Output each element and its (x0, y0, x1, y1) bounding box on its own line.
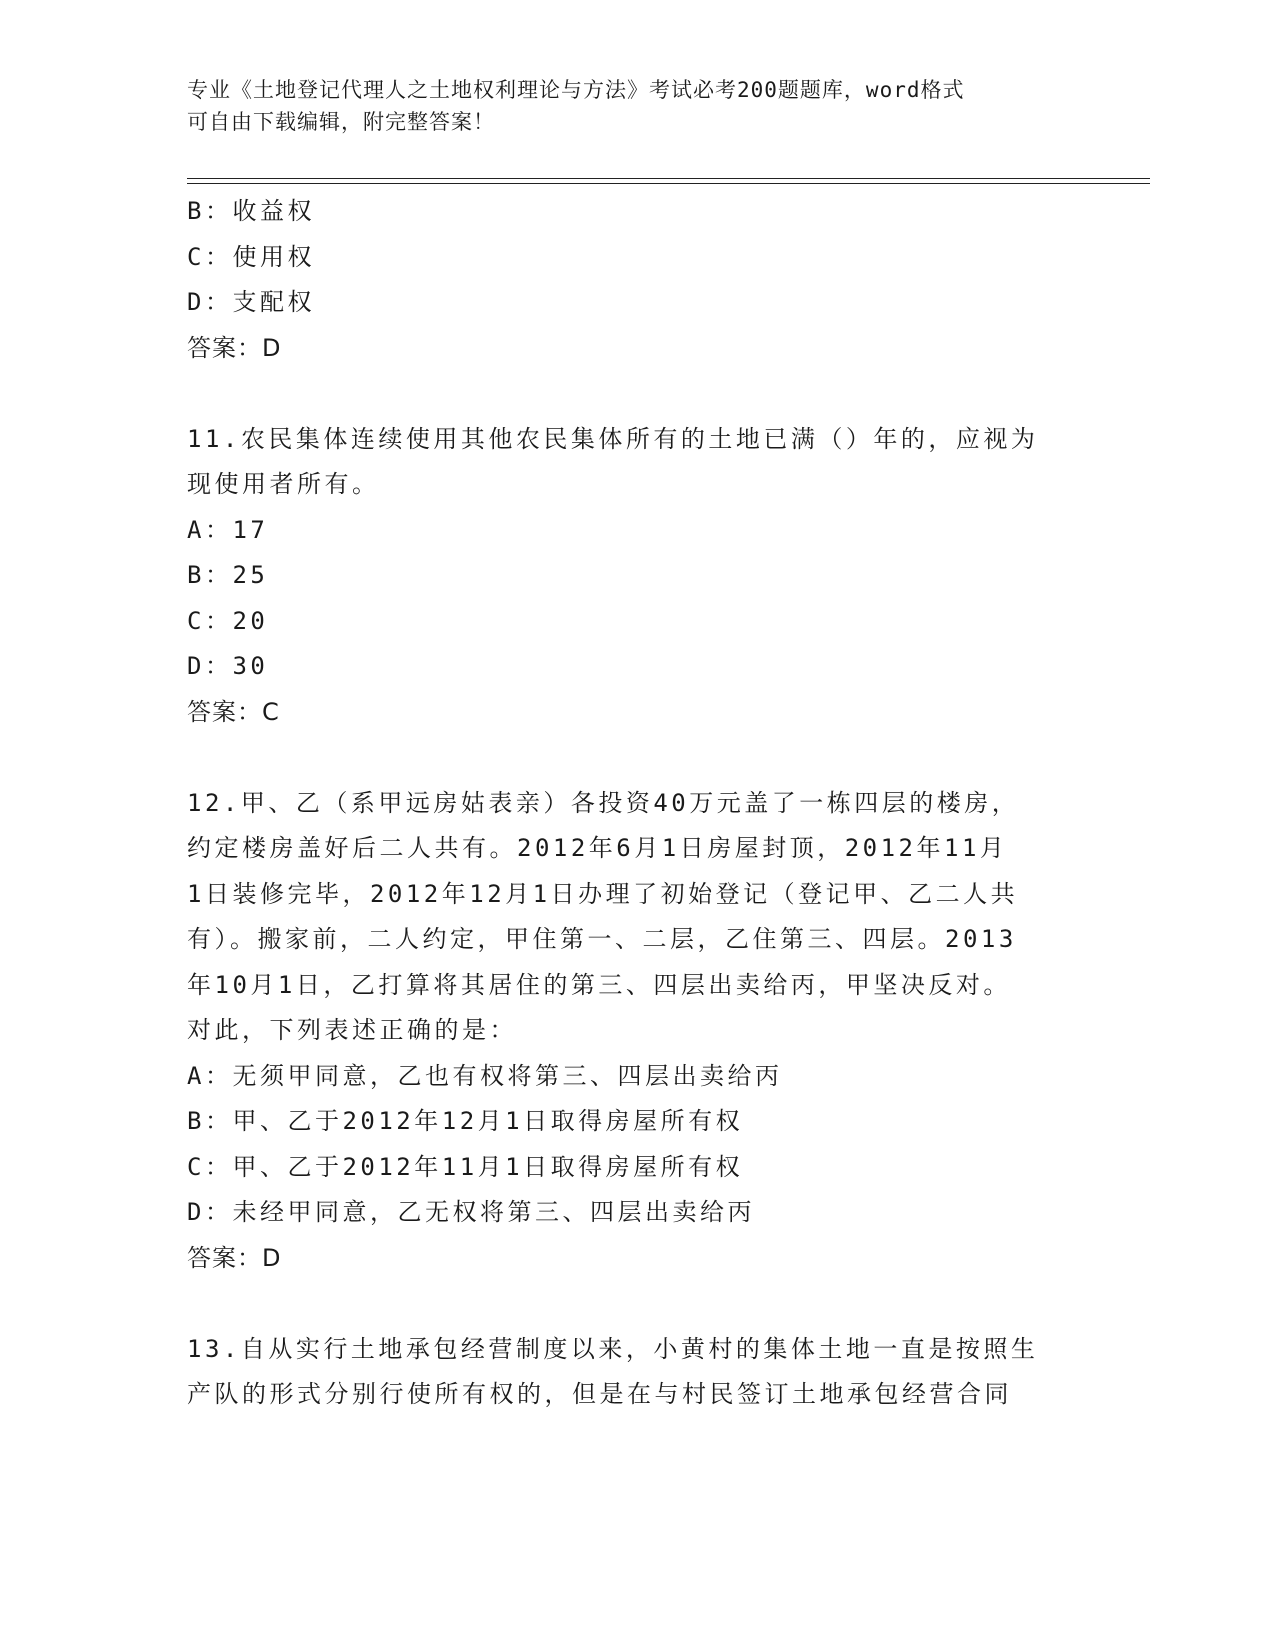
document-header (187, 74, 1067, 138)
question-stem-line: 1日装修完毕，2012年12月1日办理了初始登记（登记甲、乙二人共 (187, 879, 1019, 908)
header-divider-bottom (187, 183, 1150, 184)
header-line-1: 专业《土地登记代理人之土地权利理论与方法》考试必考200题题库，word格式 (187, 78, 965, 102)
question-stem-line: 对此，下列表述正确的是： (187, 1016, 517, 1044)
option-b: B：25 (187, 561, 269, 589)
spacer (187, 1281, 1087, 1327)
question-13 (187, 1327, 1087, 1418)
answer-line: 答案：D (187, 1243, 282, 1272)
option-c: C：甲、乙于2012年11月1日取得房屋所有权 (187, 1152, 744, 1181)
option-b: B：甲、乙于2012年12月1日取得房屋所有权 (187, 1107, 744, 1135)
question-stem-line: 12.甲、乙（系甲远房姑表亲）各投资40万元盖了一栋四层的楼房， (187, 788, 1020, 817)
question-stem-line: 现使用者所有。 (187, 470, 380, 498)
document-body (187, 189, 1087, 1418)
question-stem-line: 有）。搬家前，二人约定，甲住第一、二层，乙住第三、四层。2013 (187, 925, 1017, 953)
option-d: D：未经甲同意，乙无权将第三、四层出卖给丙 (187, 1198, 755, 1226)
option-b: B：收益权 (187, 197, 315, 225)
spacer (187, 371, 1087, 417)
question-stem-line: 年10月1日，乙打算将其居住的第三、四层出卖给丙，甲坚决反对。 (187, 970, 1011, 999)
question-stem-line: 13.自从实行土地承包经营制度以来，小黄村的集体土地一直是按照生 (187, 1334, 1039, 1363)
option-a: A：17 (187, 515, 269, 544)
question-10 (187, 189, 1087, 371)
header-divider-top (187, 178, 1150, 179)
option-d: D：30 (187, 652, 269, 680)
option-c: C：20 (187, 606, 269, 635)
question-11 (187, 417, 1087, 736)
question-stem-line: 约定楼房盖好后二人共有。2012年6月1日房屋封顶，2012年11月 (187, 834, 1008, 862)
answer-line: 答案：D (187, 333, 282, 362)
option-c: C：使用权 (187, 242, 315, 271)
question-stem-line: 产队的形式分别行使所有权的，但是在与村民签订土地承包经营合同 (187, 1380, 1012, 1408)
question-12 (187, 781, 1087, 1282)
option-d: D：支配权 (187, 288, 315, 316)
option-a: A：无须甲同意，乙也有权将第三、四层出卖给丙 (187, 1061, 783, 1090)
header-line-2: 可自由下载编辑，附完整答案！ (187, 110, 495, 134)
answer-line: 答案：C (187, 697, 280, 726)
question-stem-line: 11.农民集体连续使用其他农民集体所有的土地已满（）年的，应视为 (187, 424, 1039, 453)
spacer (187, 735, 1087, 781)
